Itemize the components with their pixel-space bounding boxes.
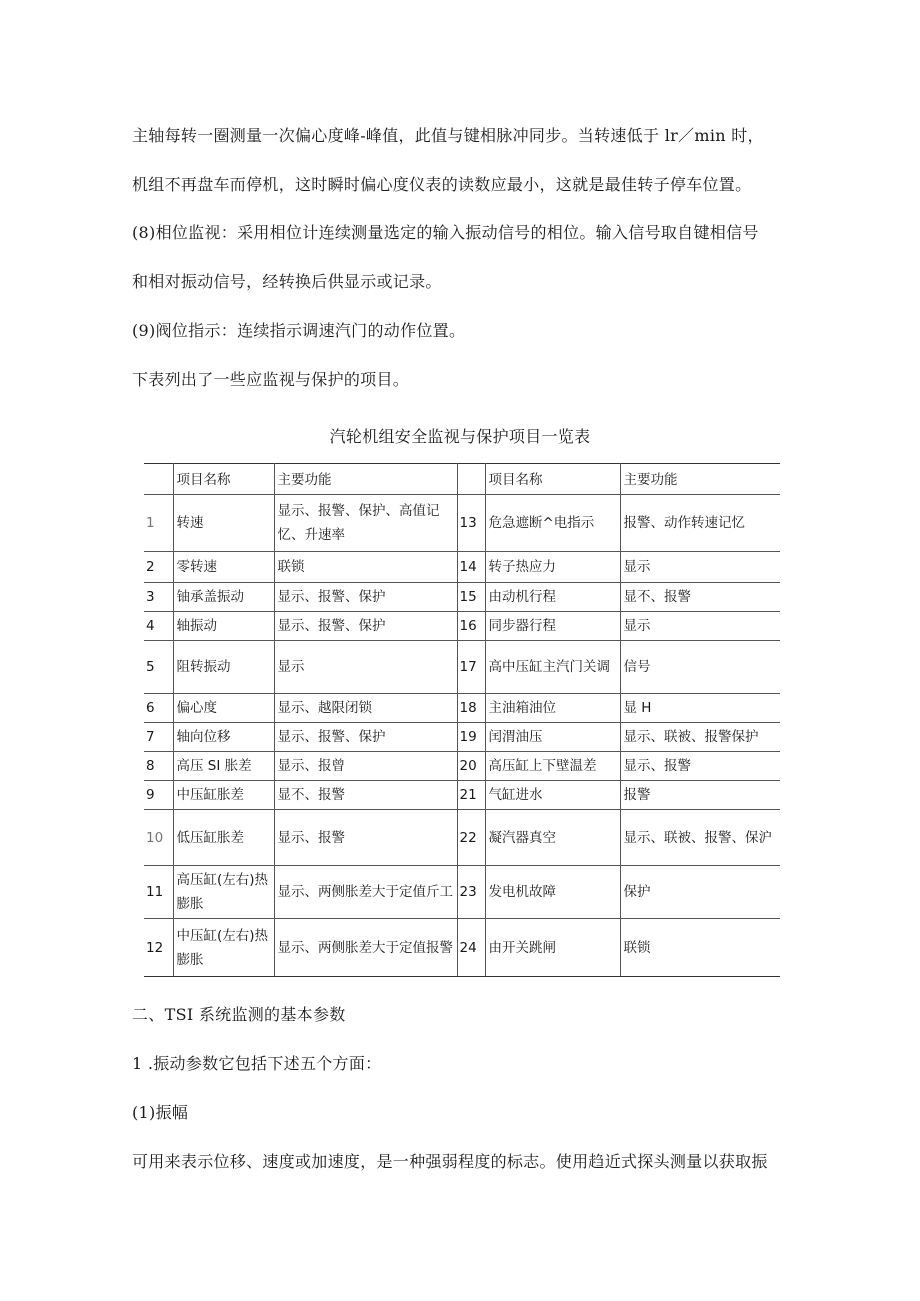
item-name: 阻转振动	[173, 641, 274, 694]
row-number: 6	[144, 694, 173, 723]
table-row	[144, 694, 780, 723]
row-number: 3	[144, 583, 173, 612]
item-function: 联锁	[274, 552, 457, 583]
paragraph-2: 机组不再盘车而停机，这时瞬时偏心度仪表的读数应最小，这就是最佳转子停车位置。	[132, 175, 752, 194]
row-number: 10	[144, 810, 173, 866]
item-function: 显示、两侧胀差大于定值斤工	[274, 866, 457, 919]
table-row	[144, 641, 780, 694]
item-function: 显示、报曾	[274, 752, 457, 781]
row-number: 22	[457, 810, 485, 866]
table-row	[144, 552, 780, 583]
item-name: 转子热应力	[485, 552, 620, 583]
item-name: 高压 SI 胀差	[173, 752, 274, 781]
item-name: 低压缸胀差	[173, 810, 274, 866]
row-number: 24	[457, 919, 485, 977]
header-cell: 项目名称	[485, 464, 620, 495]
item-function: 显示	[620, 612, 780, 641]
row-number: 17	[457, 641, 485, 694]
row-number: 4	[144, 612, 173, 641]
row-number: 12	[144, 919, 173, 977]
table-header-row	[144, 464, 780, 495]
item-function: 信号	[620, 641, 780, 694]
header-cell: 主要功能	[620, 464, 780, 495]
item-name: 主油箱油位	[485, 694, 620, 723]
header-cell: 主要功能	[274, 464, 457, 495]
item-name: 转速	[173, 495, 274, 552]
row-number: 1	[144, 495, 173, 552]
item-function: 显示、联被、报警保护	[620, 723, 780, 752]
table-row	[144, 723, 780, 752]
item-function: 显示、报警	[274, 810, 457, 866]
item-name: 中压缸(左右)热膨胀	[173, 919, 274, 977]
row-number: 20	[457, 752, 485, 781]
item-name: 轴振动	[173, 612, 274, 641]
paragraph-7: 可用来表示位移、速度或加速度，是一种强弱程度的标志。使用趋近式探头测量以获取振	[132, 1152, 768, 1171]
item-function: 联锁	[620, 919, 780, 977]
item-function: 显示、报警、保护、高值记忆、升速率	[274, 495, 457, 552]
item-function: 显不、报警	[620, 583, 780, 612]
row-number: 15	[457, 583, 485, 612]
item-function: 显示、报警、保护	[274, 583, 457, 612]
row-number: 11	[144, 866, 173, 919]
item-name: 高中压缸主汽门关调	[485, 641, 620, 694]
row-number: 21	[457, 781, 485, 810]
item-name: 由动机行程	[485, 583, 620, 612]
item-function: 显示、报警	[620, 752, 780, 781]
item-name: 闰渭油压	[485, 723, 620, 752]
row-number: 2	[144, 552, 173, 583]
table-row	[144, 752, 780, 781]
item-function: 显不、报警	[274, 781, 457, 810]
item-function: 显示	[620, 552, 780, 583]
row-number: 18	[457, 694, 485, 723]
paragraph-6: 下表列出了一些应监视与保护的项目。	[132, 370, 410, 389]
table-row	[144, 781, 780, 810]
table-caption: 汽轮机组安全监视与保护项目一览表	[329, 427, 591, 446]
table-row	[144, 919, 780, 977]
item-name: 高压缸(左右)热膨胀	[173, 866, 274, 919]
subsection-heading: 1 .振动参数它包括下述五个方面：	[132, 1054, 382, 1073]
header-cell	[144, 464, 173, 495]
item-name: 高压缸上下壁温差	[485, 752, 620, 781]
row-number: 16	[457, 612, 485, 641]
item-name: 零转速	[173, 552, 274, 583]
row-number: 9	[144, 781, 173, 810]
item-name: 危急遮断^电指示	[485, 495, 620, 552]
item-function: 显示、报警、保护	[274, 612, 457, 641]
row-number: 8	[144, 752, 173, 781]
row-number: 5	[144, 641, 173, 694]
table-row	[144, 866, 780, 919]
item-function: 显示、报警、保护	[274, 723, 457, 752]
item-name: 中压缸胀差	[173, 781, 274, 810]
item-function: 保护	[620, 866, 780, 919]
item-name: 轴向位移	[173, 723, 274, 752]
row-number: 14	[457, 552, 485, 583]
item-function: 显示、两侧胀差大于定值报警	[274, 919, 457, 977]
paragraph-1: 主轴每转一圈测量一次偏心度峰-峰值，此值与键相脉冲同步。当转速低于 lr／min 时，	[132, 126, 764, 145]
row-number: 7	[144, 723, 173, 752]
item-function: 显示、联被、报警、保沪	[620, 810, 780, 866]
table-row	[144, 612, 780, 641]
table-row	[144, 583, 780, 612]
paragraph-5: (9)阀位指示：连续指示调速汽门的动作位置。	[132, 321, 466, 340]
item-name: 同步器行程	[485, 612, 620, 641]
item-function: 报警	[620, 781, 780, 810]
row-number: 13	[457, 495, 485, 552]
item-name: 由开关跳闸	[485, 919, 620, 977]
row-number: 19	[457, 723, 485, 752]
item-function: 报警、动作转速记忆	[620, 495, 780, 552]
item-heading: (1)振幅	[132, 1103, 189, 1122]
item-name: 凝汽器真空	[485, 810, 620, 866]
header-cell: 项目名称	[173, 464, 274, 495]
monitoring-table	[144, 463, 780, 977]
paragraph-4: 和相对振动信号，经转换后供显示或记录。	[132, 272, 442, 291]
row-number: 23	[457, 866, 485, 919]
item-name: 发电机故障	[485, 866, 620, 919]
table-row	[144, 495, 780, 552]
item-name: 气缸进水	[485, 781, 620, 810]
item-function: 显示、越限闭锁	[274, 694, 457, 723]
header-cell	[457, 464, 485, 495]
table-row	[144, 810, 780, 866]
item-function: 显 H	[620, 694, 780, 723]
paragraph-3: (8)相位监视：采用相位计连续测量选定的输入振动信号的相位。输入信号取自键相信号	[132, 223, 759, 242]
item-name: 铀承盖振动	[173, 583, 274, 612]
item-name: 偏心度	[173, 694, 274, 723]
section-heading: 二、TSI 系统监测的基本参数	[132, 1005, 346, 1024]
item-function: 显示	[274, 641, 457, 694]
